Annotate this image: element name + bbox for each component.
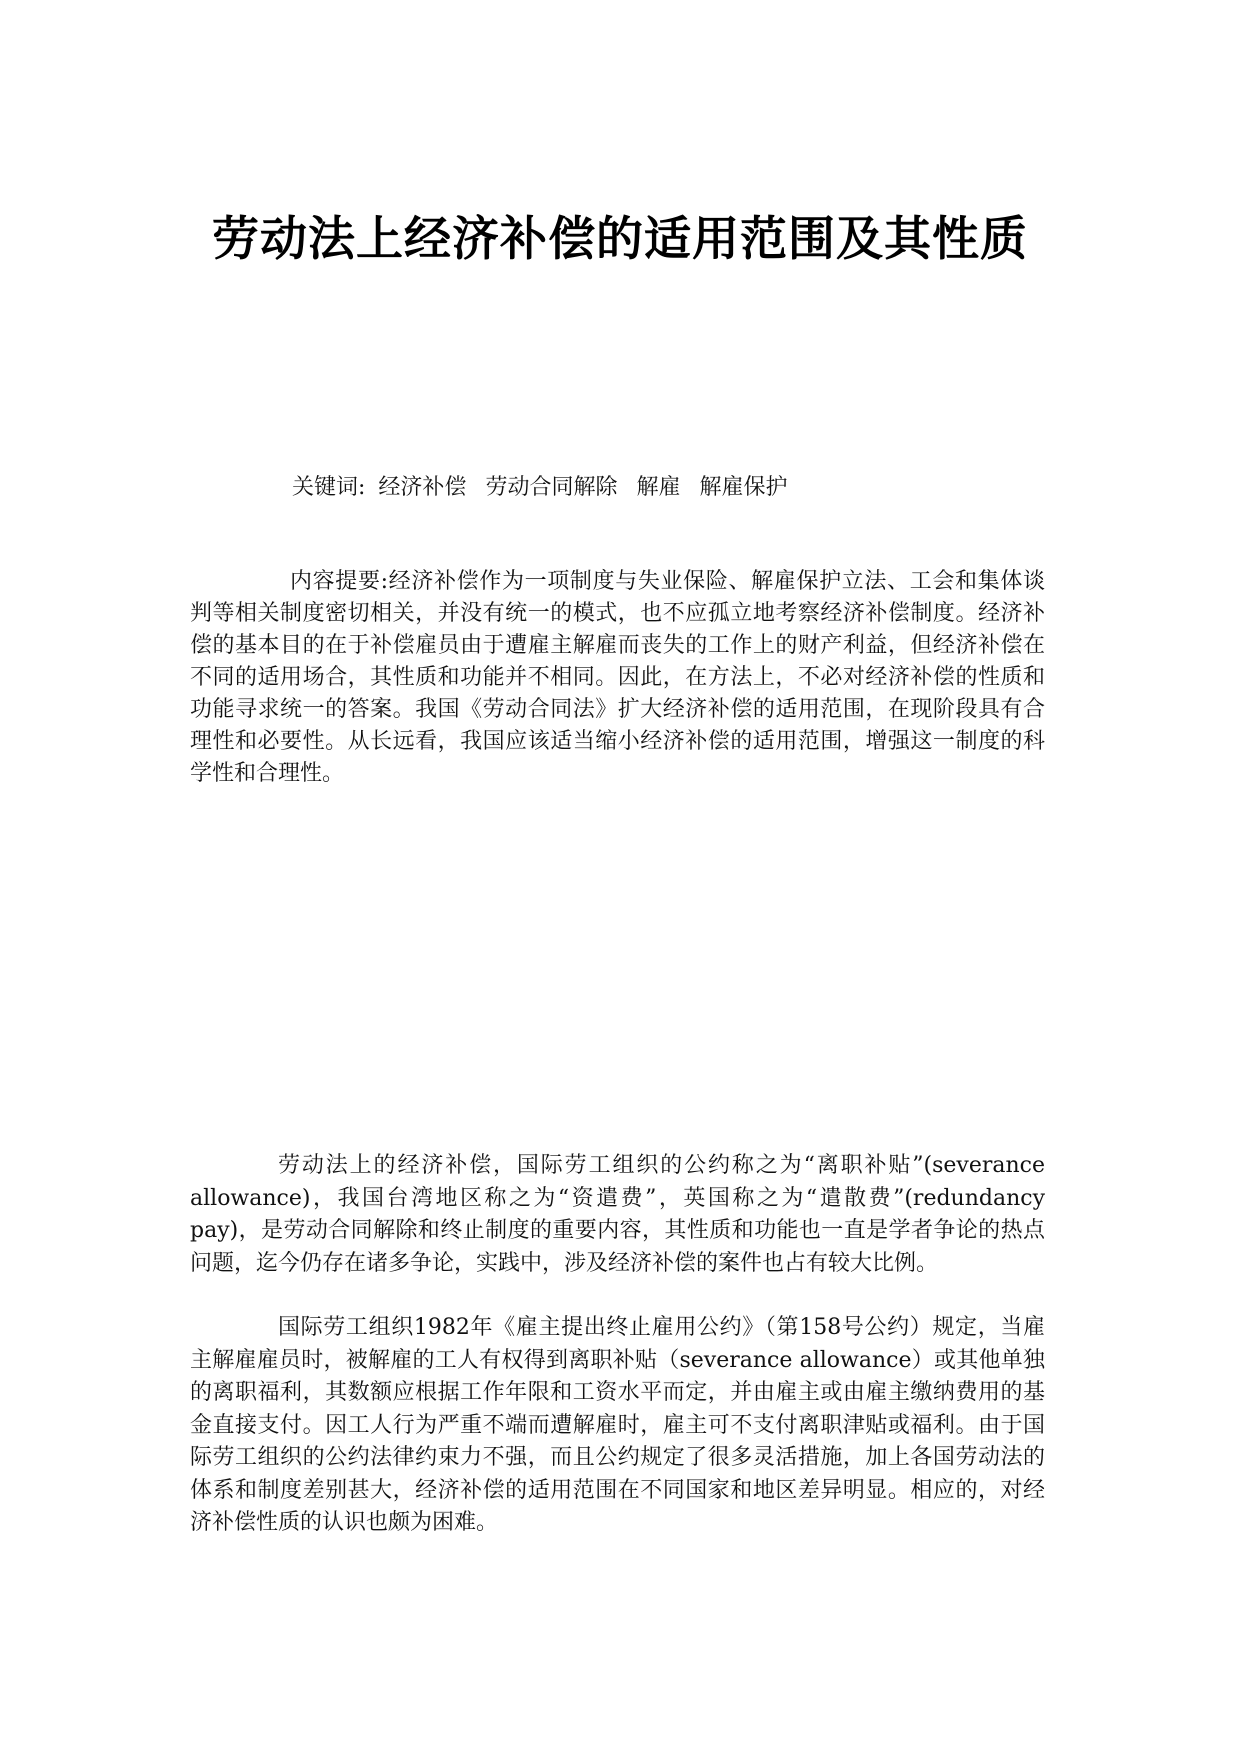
abstract-label: 内容提要: [290, 569, 389, 594]
abstract-text: 经济补偿作为一项制度与失业保险、解雇保护立法、工会和集体谈判等相关制度密切相关，并没有统一的模式，也不应孤立地考察经济补偿制度。经济补偿的基本目的在于补偿雇员由于遭雇主解雇而丧失的工作上的财产利益，但经济补偿在不同的适用场合，其性质和功能并不相同。因此，在方法上，不必对经济补偿的性质和功能寻求统一的答案。我国《劳动合同法》扩大经济补偿的适用范围，在现阶段具有合理性和必要性。从长远看，我国应该适当缩小经济补偿的适用范围，增强这一制度的科学性和合理性。 [190, 569, 1045, 786]
body-paragraph: 劳动法上的经济补偿，国际劳工组织的公约称之为“离职补贴”(severance allowance)，我国台湾地区称之为“资遣费”，英国称之为“遣散费”(redundancy pay)，是劳动合同解除和终止制度的重要内容，其性质和功能也一直是学者争论的热点问题，迄今仍存在诸多争论，实践中，涉及经济补偿的案件也占有较大比例。 [190, 1153, 1045, 1276]
keyword-item: 劳动合同解除 [485, 475, 618, 500]
keyword-item: 解雇 [636, 475, 681, 500]
keyword-item: 经济补偿 [378, 475, 467, 500]
body-paragraph: 国际劳工组织1982年《雇主提出终止雇用公约》（第158号公约）规定，当雇主解雇雇员时，被解雇的工人有权得到离职补贴（severance allowance）或其他单独的离职福利，其数额应根据工作年限和工资水平而定，并由雇主或由雇主缴纳费用的基金直接支付。因工人行为严重不端而遭解雇时，雇主可不支付离职津贴或福利。由于国际劳工组织的公约法律约束力不强，而且公约规定了很多灵活措施，加上各国劳动法的体系和制度差别甚大，经济补偿的适用范围在不同国家和地区差异明显。相应的，对经济补偿性质的认识也颇为困难。 [190, 1315, 1045, 1535]
keywords-label: 关键词: [292, 475, 366, 500]
document-title: 劳动法上经济补偿的适用范围及其性质 [212, 212, 1028, 267]
keyword-item: 解雇保护 [699, 475, 788, 500]
abstract-paragraph [190, 566, 1045, 790]
keywords-line [292, 472, 799, 504]
